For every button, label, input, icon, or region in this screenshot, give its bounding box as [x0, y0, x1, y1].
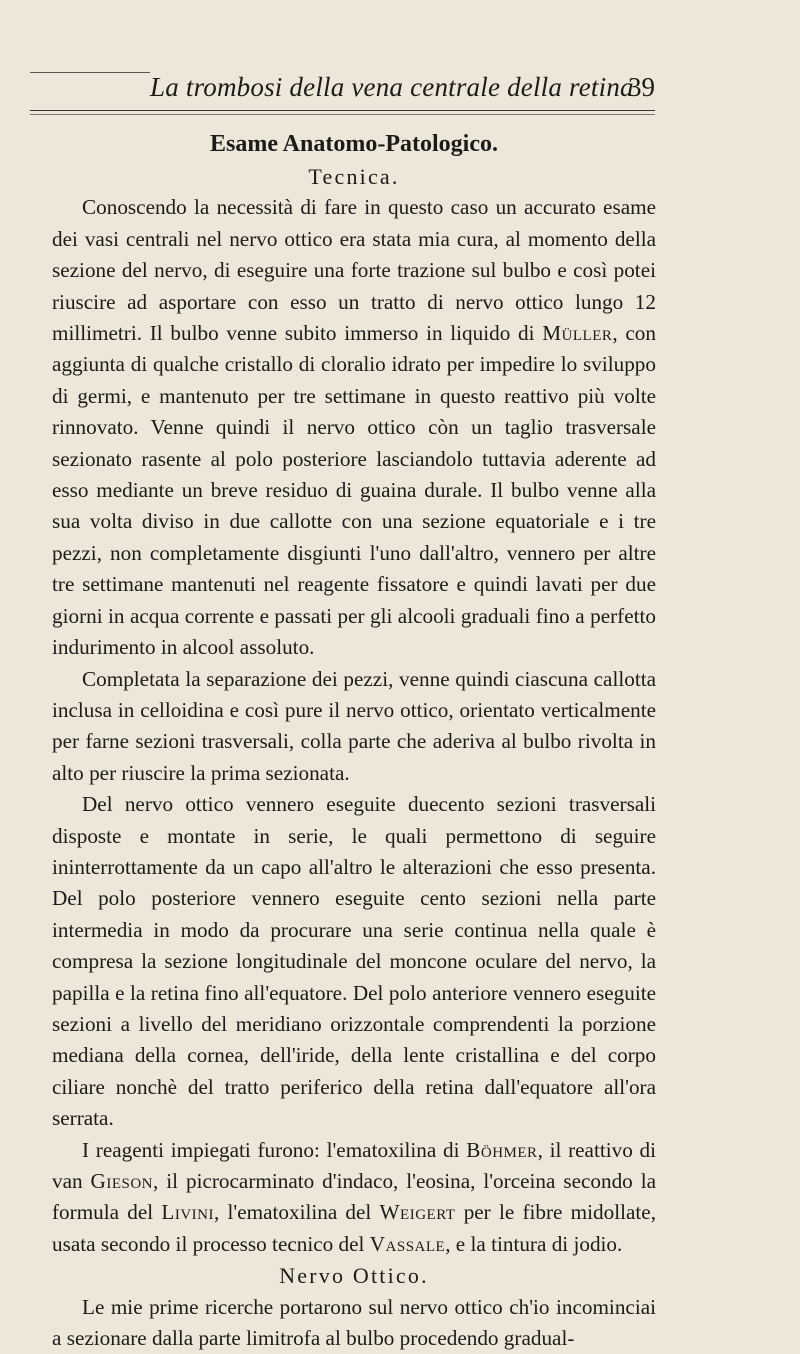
- running-header: [30, 66, 655, 102]
- page-number: 39: [628, 72, 655, 102]
- author-name: Weigert: [379, 1200, 456, 1225]
- author-name: Müller: [542, 321, 613, 346]
- section-title: Esame Anatomo-Patologico.: [210, 131, 498, 157]
- paragraph: [52, 1135, 656, 1261]
- author-name: Livini: [161, 1200, 214, 1225]
- running-title: La trombosi della vena centrale della retina: [150, 72, 634, 102]
- header-rule-thin: [30, 114, 655, 115]
- body-text: [52, 128, 656, 1354]
- paragraph-text: , con aggiunta di qualche cristallo di cloralio idrato per impedire lo sviluppo di germi, e mantenuto per tre settimane in questo reattivo più volte rinnovato. Venne quindi il nervo ottico còn un taglio trasversale sezionato rasente al polo posteriore lasciandolo tuttavia aderente ad esso mediante un breve residuo di guaina durale. Il bulbo venne alla sua volta diviso in due callotte con una sezione equatoriale e i tre pezzi, non completamente disgiunti l'uno dall'altro, vennero per altre tre settimane mantenuti nel reagente fissatore e quindi lavati per due giorni in acqua corrente e passati per gli alcooli graduali fino a perfetto indurimento in alcool assoluto.: [52, 321, 656, 660]
- author-name: Gieson: [90, 1169, 154, 1193]
- subheading-nerve: Nervo Ottico.: [279, 1263, 429, 1289]
- header-rule: [30, 110, 655, 111]
- paragraph-text: , il picrocarminato d'indaco, l'eosina, l'orceina secondo la formula del: [52, 1169, 657, 1225]
- subheading-technique: Tecnica.: [308, 164, 400, 189]
- paragraph-text: I reagenti impiegati furono: l'ematoxilina di: [82, 1137, 460, 1162]
- author-name: Vassale: [369, 1231, 446, 1256]
- paragraph-text: Conoscendo la necessità di fare in questo caso un accurato esame dei vasi centrali nel nervo ottico era stata mia cura, al momento della sezione del nervo, di eseguire una forte trazione sul bulbo e così potei riuscire ad asportare con esso un tratto di nervo ottico lungo 12 millimetri. Il bulbo venne subito immerso in liquido di: [52, 195, 656, 346]
- paragraph: Completata la separazione dei pezzi, venne quindi ciascuna callotta inclusa in celloidina e così pure il nervo ottico, orientato verticalmente per farne sezioni trasversali, colla parte che aderiva al bulbo rivolta in alto per riuscire la prima sezionata.: [52, 666, 656, 785]
- paragraph-text: , l'ematoxilina del: [213, 1200, 372, 1225]
- paragraph: Del nervo ottico vennero eseguite duecento sezioni trasversali disposte e montate in serie, le quali permettono di seguire ininterrottamente da un capo all'altro le alterazioni che esso presenta. Del polo posteriore vennero eseguite cento sezioni nella parte intermedia in modo da procurare una serie continua nella quale è compresa la sezione longitudinale del moncone oculare del nervo, la papilla e la retina fino all'equatore. Del polo anteriore vennero eseguite sezioni a livello del meridiano orizzontale comprendenti la porzione mediana della cornea, dell'iride, della lente cristallina e del corpo ciliare nonchè del tratto periferico della retina dall'equatore all'ora serrata.: [52, 792, 656, 1131]
- paragraph: Le mie prime ricerche portarono sul nervo ottico ch'io incominciai a sezionare dalla parte limitrofa al bulbo procedendo gradual-: [52, 1294, 656, 1351]
- paragraph-text: , e la tintura di jodio.: [445, 1231, 623, 1256]
- paragraph: [52, 192, 656, 663]
- paragraph-text: , il reattivo di van: [52, 1137, 657, 1193]
- author-name: Böhmer: [466, 1137, 538, 1162]
- header-rule-left: [30, 72, 150, 73]
- paragraph-text: per le fibre midollate, usata secondo il processo tecnico del: [52, 1200, 656, 1256]
